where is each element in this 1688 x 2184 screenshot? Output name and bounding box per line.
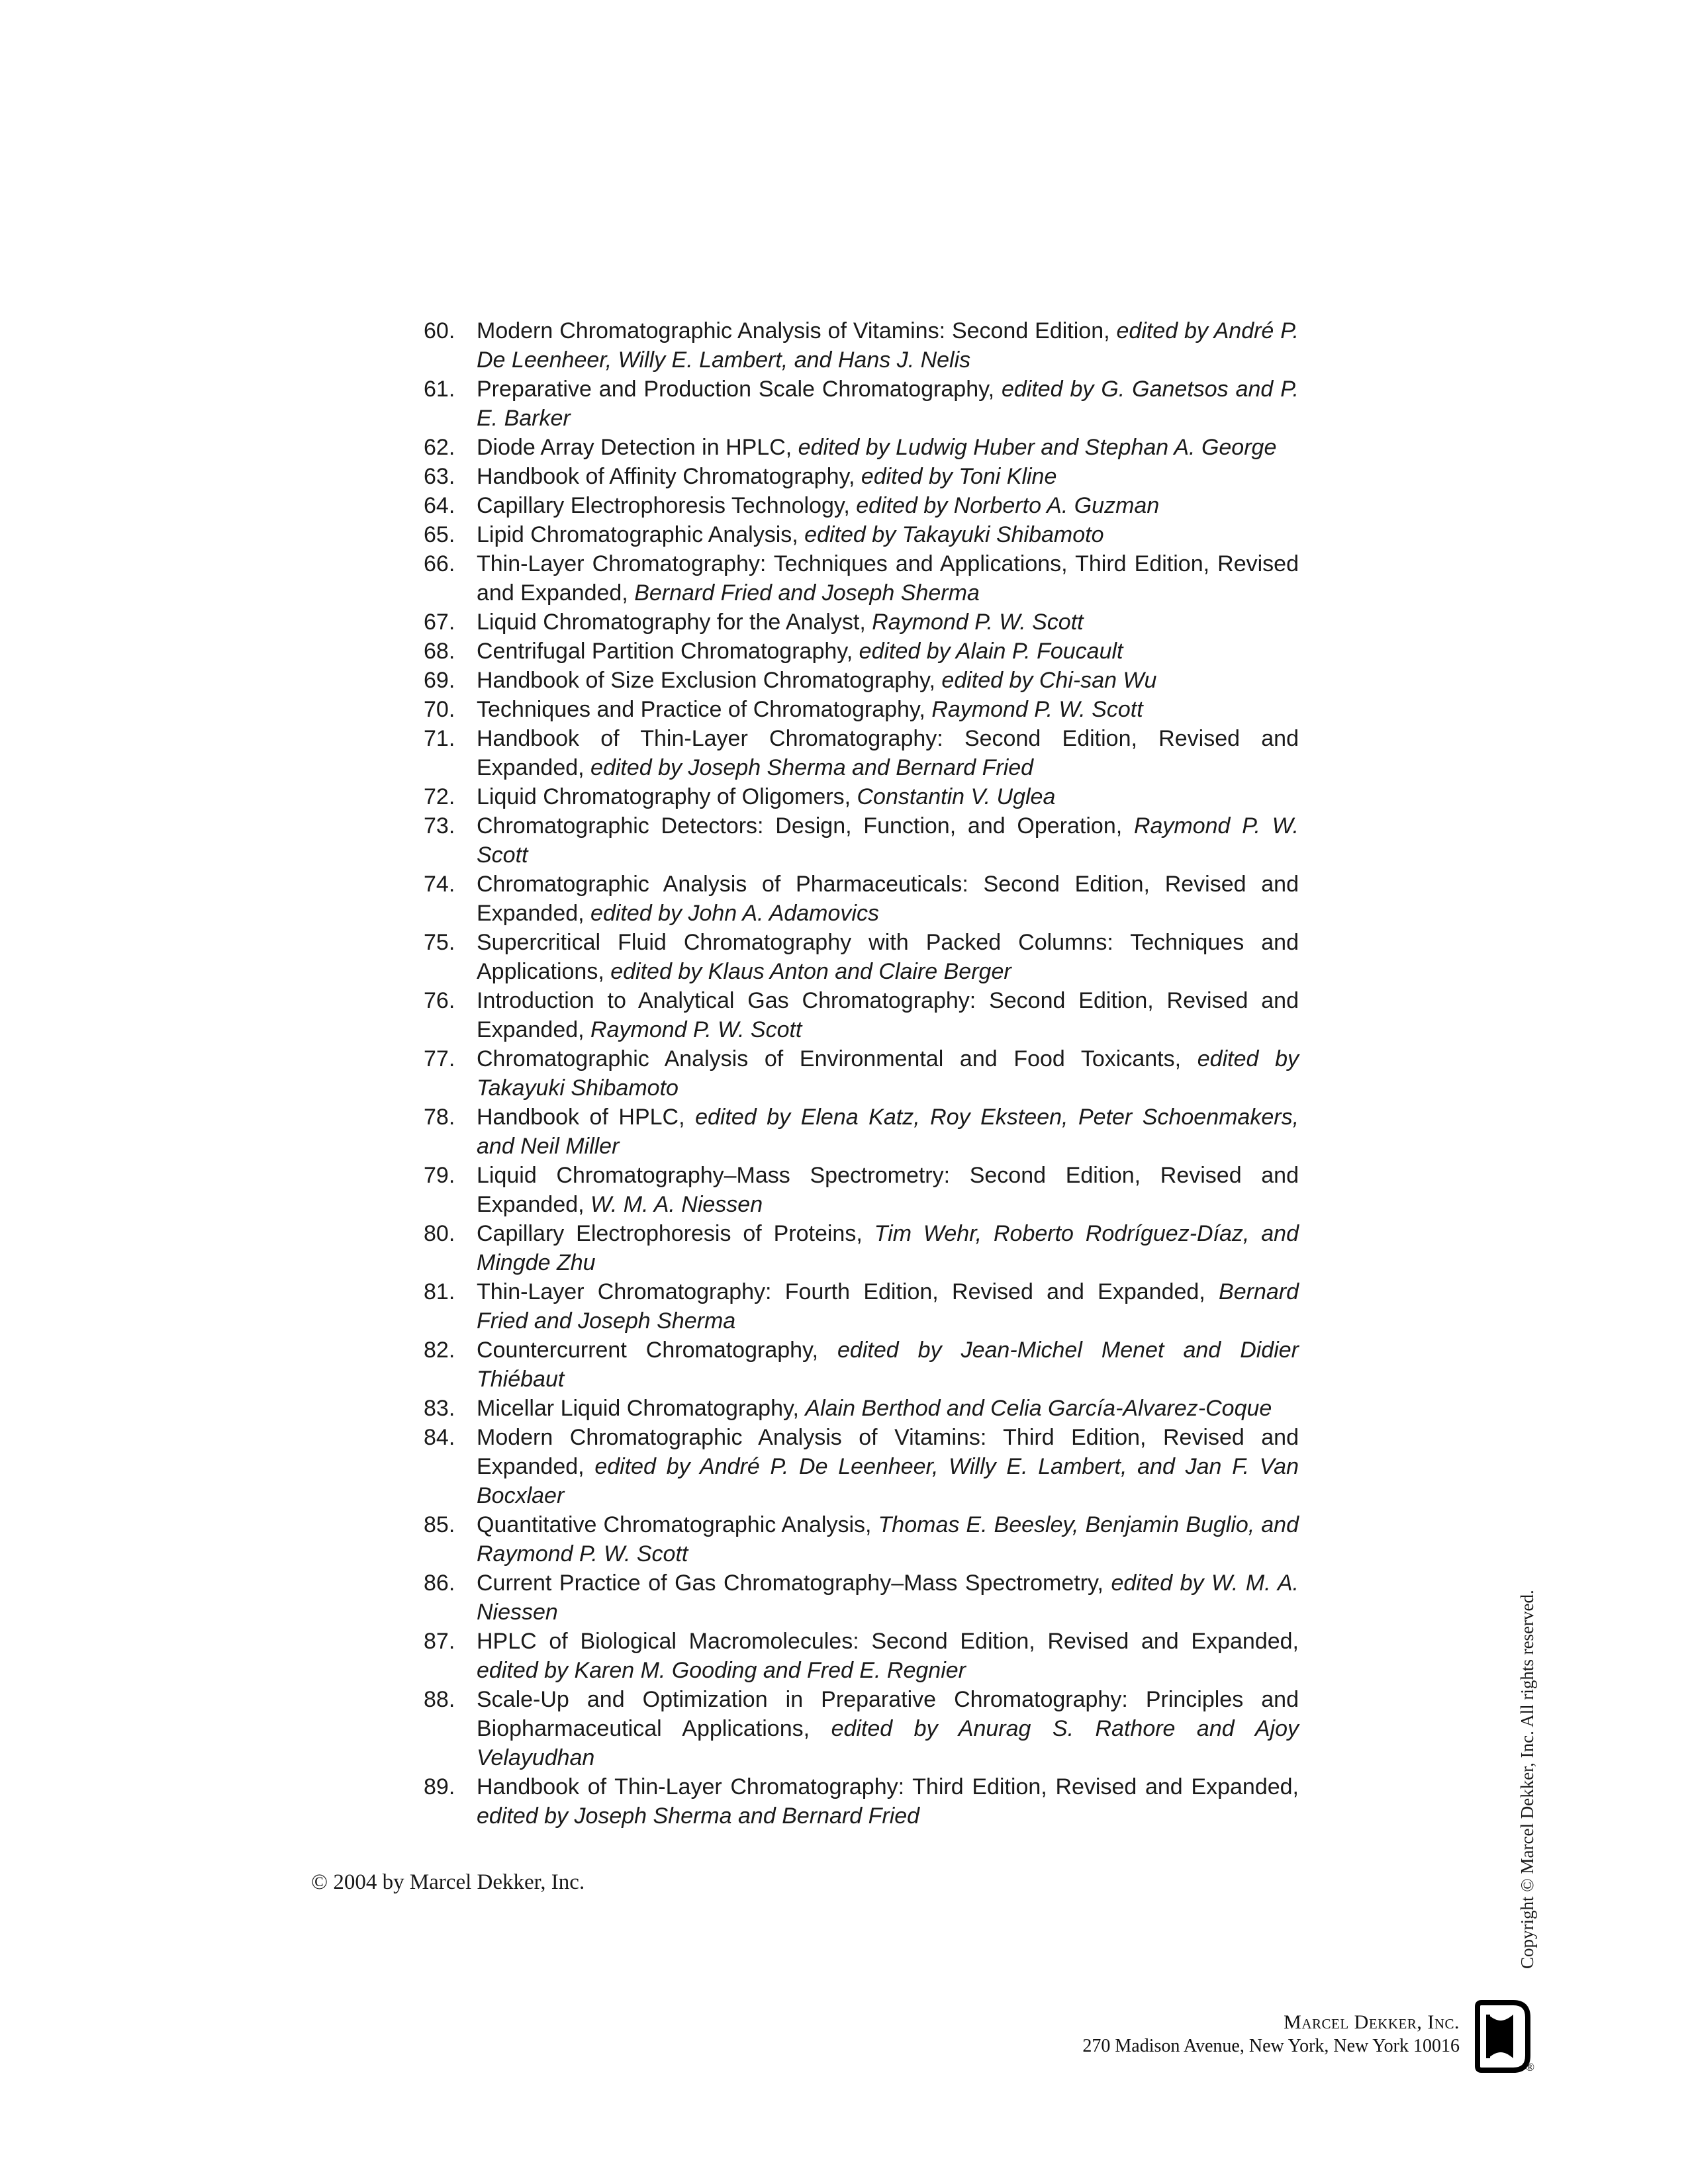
copyright-line: © 2004 by Marcel Dekker, Inc. <box>311 1870 585 1894</box>
book-list-item <box>424 1423 1299 1510</box>
book-item-text: Preparative and Production Scale Chromatography, edited by G. Ganetsos and P. E. Barker <box>477 377 1299 431</box>
book-item-text: HPLC of Biological Macromolecules: Second Edition, Revised and Expanded, edited by Karen M. Gooding and Fred E. Regnier <box>477 1629 1299 1683</box>
book-list-item <box>424 1685 1299 1772</box>
book-item-number: 73. <box>424 813 455 839</box>
book-list-item <box>424 462 1299 491</box>
publisher-block <box>861 2011 1460 2058</box>
book-item-text: Chromatographic Detectors: Design, Function, and Operation, Raymond P. W. Scott <box>477 813 1299 868</box>
book-list-item <box>424 811 1299 870</box>
book-item-text: Countercurrent Chromatography, edited by Jean-Michel Menet and Didier Thiébaut <box>477 1338 1299 1392</box>
book-item-text: Handbook of Thin-Layer Chromatography: Second Edition, Revised and Expanded, edited by Joseph Sherma and Bernard Fried <box>477 726 1299 780</box>
book-list-item <box>424 549 1299 608</box>
book-item-number: 76. <box>424 988 455 1013</box>
book-item-number: 68. <box>424 639 455 664</box>
book-item-text: Thin-Layer Chromatography: Techniques and Applications, Third Edition, Revised and Expanded, Bernard Fried and Joseph Sherma <box>477 551 1299 606</box>
book-item-text: Current Practice of Gas Chromatography–Mass Spectrometry, edited by W. M. A. Niessen <box>477 1570 1299 1625</box>
book-item-number: 65. <box>424 522 455 547</box>
book-item-text: Chromatographic Analysis of Environmental and Food Toxicants, edited by Takayuki Shibamoto <box>477 1046 1299 1101</box>
book-item-number: 60. <box>424 318 455 343</box>
vertical-copyright-notice: Copyright © Marcel Dekker, Inc. All rights reserved. <box>1517 1590 1537 1969</box>
book-item-text: Techniques and Practice of Chromatography, Raymond P. W. Scott <box>477 697 1143 722</box>
book-list-item <box>424 782 1299 811</box>
book-list-item <box>424 1044 1299 1103</box>
book-item-number: 87. <box>424 1629 455 1654</box>
book-list-item <box>424 608 1299 637</box>
book-list-item <box>424 1219 1299 1277</box>
book-list <box>424 316 1299 1831</box>
book-item-number: 75. <box>424 930 455 955</box>
book-list-item <box>424 316 1299 375</box>
book-list-item <box>424 1510 1299 1569</box>
book-item-number: 70. <box>424 697 455 722</box>
book-item-number: 66. <box>424 551 455 576</box>
book-list-item <box>424 695 1299 724</box>
book-item-number: 62. <box>424 435 455 460</box>
book-list-item <box>424 1103 1299 1161</box>
book-item-number: 74. <box>424 872 455 897</box>
book-item-text: Liquid Chromatography for the Analyst, Raymond P. W. Scott <box>477 610 1084 635</box>
book-item-number: 67. <box>424 610 455 635</box>
book-list-item <box>424 433 1299 462</box>
book-item-number: 84. <box>424 1425 455 1450</box>
book-list-item <box>424 1161 1299 1219</box>
book-list-item <box>424 666 1299 695</box>
book-item-text: Scale-Up and Optimization in Preparative Chromatography: Principles and Biopharmaceutical Applications, edited by Anurag S. Rathore and Ajoy Velayudhan <box>477 1687 1299 1770</box>
registered-mark: ® <box>1525 2060 1534 2073</box>
book-item-text: Handbook of HPLC, edited by Elena Katz, Roy Eksteen, Peter Schoenmakers, and Neil Miller <box>477 1105 1299 1159</box>
book-list-item <box>424 520 1299 549</box>
book-item-text: Handbook of Thin-Layer Chromatography: Third Edition, Revised and Expanded, edited by Joseph Sherma and Bernard Fried <box>477 1774 1299 1829</box>
book-list-item <box>424 1277 1299 1336</box>
book-item-text: Liquid Chromatography of Oligomers, Constantin V. Uglea <box>477 784 1056 809</box>
book-item-number: 85. <box>424 1512 455 1537</box>
book-item-number: 88. <box>424 1687 455 1712</box>
book-list-item <box>424 724 1299 782</box>
book-list-item <box>424 491 1299 520</box>
book-item-number: 81. <box>424 1279 455 1304</box>
book-item-text: Lipid Chromatographic Analysis, edited by Takayuki Shibamoto <box>477 522 1104 547</box>
book-item-number: 78. <box>424 1105 455 1130</box>
book-item-number: 82. <box>424 1338 455 1363</box>
book-item-text: Diode Array Detection in HPLC, edited by Ludwig Huber and Stephan A. George <box>477 435 1277 460</box>
book-item-number: 80. <box>424 1221 455 1246</box>
book-item-text: Handbook of Size Exclusion Chromatography, edited by Chi-san Wu <box>477 668 1157 693</box>
book-list-item <box>424 928 1299 986</box>
book-list-item <box>424 1772 1299 1831</box>
book-item-text: Micellar Liquid Chromatography, Alain Berthod and Celia García-Alvarez-Coque <box>477 1396 1272 1421</box>
book-item-number: 79. <box>424 1163 455 1188</box>
book-item-text: Liquid Chromatography–Mass Spectrometry: Second Edition, Revised and Expanded, W. M. A. Niessen <box>477 1163 1299 1217</box>
book-item-text: Introduction to Analytical Gas Chromatography: Second Edition, Revised and Expanded, Raymond P. W. Scott <box>477 988 1299 1042</box>
book-item-number: 77. <box>424 1046 455 1071</box>
book-item-text: Supercritical Fluid Chromatography with Packed Columns: Techniques and Applications, edited by Klaus Anton and Claire Berger <box>477 930 1299 984</box>
book-item-number: 86. <box>424 1570 455 1596</box>
publisher-name: Marcel Dekker, Inc. <box>1284 2011 1460 2033</box>
book-list-item <box>424 870 1299 928</box>
book-item-text: Capillary Electrophoresis of Proteins, Tim Wehr, Roberto Rodríguez-Díaz, and Mingde Zhu <box>477 1221 1299 1275</box>
marcel-dekker-logo-icon <box>1471 2000 1534 2073</box>
book-item-number: 89. <box>424 1774 455 1799</box>
book-item-text: Thin-Layer Chromatography: Fourth Edition, Revised and Expanded, Bernard Fried and Joseph Sherma <box>477 1279 1299 1334</box>
book-item-text: Chromatographic Analysis of Pharmaceuticals: Second Edition, Revised and Expanded, edited by John A. Adamovics <box>477 872 1299 926</box>
book-list-item <box>424 1569 1299 1627</box>
book-item-text: Centrifugal Partition Chromatography, edited by Alain P. Foucault <box>477 639 1123 664</box>
book-item-number: 83. <box>424 1396 455 1421</box>
book-list-item <box>424 637 1299 666</box>
book-list-item <box>424 1627 1299 1685</box>
book-item-text: Modern Chromatographic Analysis of Vitamins: Second Edition, edited by André P. De Leenheer, Willy E. Lambert, and Hans J. Nelis <box>477 318 1299 373</box>
book-item-number: 69. <box>424 668 455 693</box>
book-list-item <box>424 375 1299 433</box>
book-item-number: 64. <box>424 493 455 518</box>
book-item-text: Handbook of Affinity Chromatography, edited by Toni Kline <box>477 464 1057 489</box>
book-item-text: Modern Chromatographic Analysis of Vitamins: Third Edition, Revised and Expanded, edited by André P. De Leenheer, Willy E. Lambert, and Jan F. Van Bocxlaer <box>477 1425 1299 1508</box>
book-list-item <box>424 1394 1299 1423</box>
book-item-number: 72. <box>424 784 455 809</box>
book-item-number: 61. <box>424 377 455 402</box>
book-item-text: Quantitative Chromatographic Analysis, Thomas E. Beesley, Benjamin Buglio, and Raymond P. W. Scott <box>477 1512 1299 1567</box>
book-list-item <box>424 1336 1299 1394</box>
book-item-text: Capillary Electrophoresis Technology, edited by Norberto A. Guzman <box>477 493 1160 518</box>
book-item-number: 63. <box>424 464 455 489</box>
publisher-address: 270 Madison Avenue, New York, New York 10016 <box>1082 2036 1460 2056</box>
book-list-item <box>424 986 1299 1044</box>
book-item-number: 71. <box>424 726 455 751</box>
